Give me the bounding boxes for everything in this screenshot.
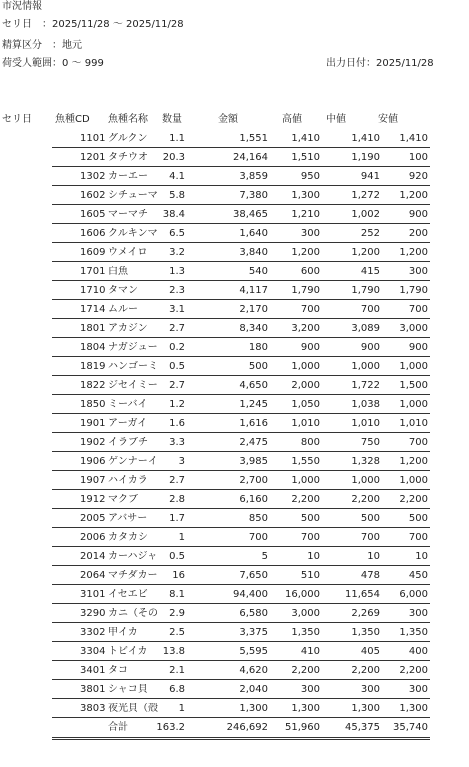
- cell-name: カーハジャ: [108, 551, 158, 562]
- cell-qty: 2.5: [169, 627, 185, 638]
- table-row: [52, 471, 430, 490]
- cell-amount: 1,640: [239, 228, 268, 239]
- cell-qty: 2.8: [169, 494, 185, 505]
- cell-amount: 700: [248, 532, 268, 543]
- cell-code: 2005: [80, 513, 106, 524]
- table-row: [52, 319, 430, 338]
- cell-code: 1710: [80, 285, 106, 296]
- cell-name: マチダカー: [108, 570, 158, 581]
- table-row: [52, 186, 430, 205]
- cell-code: 3101: [80, 589, 106, 600]
- cell-name: マクブ: [108, 494, 138, 505]
- cell-mid: 1,038: [351, 399, 380, 410]
- cell-low: 1,200: [399, 247, 428, 258]
- table-row: [52, 699, 430, 718]
- cell-amount: 3,859: [239, 171, 268, 182]
- cell-mid: 1,410: [351, 133, 380, 144]
- cell-high: 950: [300, 171, 320, 182]
- cell-name: カタカシ: [108, 532, 148, 543]
- cell-low: 1,300: [399, 703, 428, 714]
- cell-high: 1,000: [291, 475, 320, 486]
- cell-name: アバサー: [108, 513, 148, 524]
- col-mid: 中値: [326, 114, 346, 125]
- table-row: [52, 414, 430, 433]
- cell-amount: 2,170: [239, 304, 268, 315]
- cell-high: 1,410: [291, 133, 320, 144]
- report-title: 市況情報: [2, 1, 42, 12]
- cell-amount: 540: [248, 266, 268, 277]
- cell-code: 1302: [80, 171, 106, 182]
- cell-low: 900: [408, 209, 428, 220]
- cell-high: 510: [300, 570, 320, 581]
- cell-code: 1822: [80, 380, 106, 391]
- table-row: [52, 300, 430, 319]
- cell-name: ゲンナーイ: [108, 456, 158, 467]
- col-code: 魚種CD: [55, 114, 90, 125]
- cell-amount: 1,245: [239, 399, 268, 410]
- cell-name: イラブチ: [108, 437, 148, 448]
- table-row: [52, 623, 430, 642]
- cell-name: クルキンマ: [108, 228, 158, 239]
- cell-high: 300: [300, 684, 320, 695]
- cell-code: 3304: [80, 646, 106, 657]
- cell-low: 1,000: [399, 399, 428, 410]
- cell-mid: 2,269: [351, 608, 380, 619]
- cell-low: 700: [408, 437, 428, 448]
- cell-high: 300: [300, 228, 320, 239]
- cell-qty: 3.3: [169, 437, 185, 448]
- cell-amount: 2,475: [239, 437, 268, 448]
- cell-name: アーガイ: [108, 418, 148, 429]
- table-row: [52, 224, 430, 243]
- cell-amount: 6,160: [239, 494, 268, 505]
- cell-name: アカジン: [108, 323, 148, 334]
- cell-name: ムルー: [108, 304, 138, 315]
- cell-name: ハンゴーミ: [108, 361, 158, 372]
- cell-mid: 1,300: [351, 703, 380, 714]
- total-qty: 163.2: [156, 722, 185, 733]
- cell-low: 1,000: [399, 361, 428, 372]
- cell-code: 2006: [80, 532, 106, 543]
- cell-code: 1714: [80, 304, 106, 315]
- cell-qty: 3.1: [169, 304, 185, 315]
- cell-qty: 6.8: [169, 684, 185, 695]
- cell-name: イセエビ: [108, 589, 148, 600]
- cell-high: 2,200: [291, 494, 320, 505]
- cell-amount: 2,700: [239, 475, 268, 486]
- total-row: [52, 718, 430, 740]
- cell-high: 2,200: [291, 665, 320, 676]
- cell-qty: 20.3: [162, 152, 185, 163]
- cell-code: 1602: [80, 190, 106, 201]
- cell-code: 1902: [80, 437, 106, 448]
- cell-name: ハイカラ: [108, 475, 148, 486]
- cell-high: 1,550: [291, 456, 320, 467]
- table-row: [52, 243, 430, 262]
- cell-qty: 2.7: [169, 323, 185, 334]
- cell-qty: 1: [178, 532, 185, 543]
- cell-low: 700: [408, 532, 428, 543]
- cell-high: 700: [300, 532, 320, 543]
- cell-qty: 3.2: [169, 247, 185, 258]
- cell-high: 410: [300, 646, 320, 657]
- cell-high: 500: [300, 513, 320, 524]
- cell-mid: 1,272: [351, 190, 380, 201]
- cell-code: 1701: [80, 266, 106, 277]
- total-low: 35,740: [393, 722, 428, 733]
- cell-mid: 1,000: [351, 361, 380, 372]
- cell-amount: 3,985: [239, 456, 268, 467]
- cell-code: 1906: [80, 456, 106, 467]
- cell-name: ミーバイ: [108, 399, 148, 410]
- cell-qty: 0.5: [169, 361, 185, 372]
- table-row: [52, 433, 430, 452]
- cell-mid: 500: [360, 513, 380, 524]
- cell-name: ナガジュー: [108, 342, 158, 353]
- cell-mid: 2,200: [351, 494, 380, 505]
- cell-mid: 10: [367, 551, 380, 562]
- table-row: [52, 129, 430, 148]
- cell-code: 3290: [80, 608, 106, 619]
- cell-code: 1605: [80, 209, 106, 220]
- cell-code: 1850: [80, 399, 106, 410]
- total-mid: 45,375: [345, 722, 380, 733]
- cell-mid: 3,089: [351, 323, 380, 334]
- cell-low: 6,000: [399, 589, 428, 600]
- cell-low: 1,350: [399, 627, 428, 638]
- table-row: [52, 148, 430, 167]
- cell-low: 1,790: [399, 285, 428, 296]
- cell-code: 2064: [80, 570, 106, 581]
- cell-name: シャコ貝: [108, 684, 148, 695]
- col-amount: 金額: [218, 114, 238, 125]
- cell-low: 920: [408, 171, 428, 182]
- cell-mid: 1,010: [351, 418, 380, 429]
- cell-qty: 3: [178, 456, 185, 467]
- cell-high: 1,000: [291, 361, 320, 372]
- cell-name: 夜光貝（殻: [108, 703, 158, 714]
- cell-low: 1,200: [399, 456, 428, 467]
- cell-mid: 405: [360, 646, 380, 657]
- table-row: [52, 262, 430, 281]
- cell-qty: 2.9: [169, 608, 185, 619]
- cell-qty: 5.8: [169, 190, 185, 201]
- cell-code: 2014: [80, 551, 106, 562]
- cell-amount: 1,300: [239, 703, 268, 714]
- cell-high: 1,210: [291, 209, 320, 220]
- cell-qty: 2.7: [169, 380, 185, 391]
- cell-code: 1901: [80, 418, 106, 429]
- cell-high: 1,350: [291, 627, 320, 638]
- cell-mid: 300: [360, 684, 380, 695]
- cell-high: 1,200: [291, 247, 320, 258]
- cell-amount: 850: [248, 513, 268, 524]
- cell-qty: 2.1: [169, 665, 185, 676]
- table-row: [52, 376, 430, 395]
- cell-low: 1,200: [399, 190, 428, 201]
- cell-amount: 38,465: [233, 209, 268, 220]
- cell-mid: 478: [360, 570, 380, 581]
- table-row: [52, 452, 430, 471]
- cell-mid: 1,722: [351, 380, 380, 391]
- cell-mid: 1,002: [351, 209, 380, 220]
- cell-qty: 1: [178, 703, 185, 714]
- cell-high: 1,050: [291, 399, 320, 410]
- cell-code: 3401: [80, 665, 106, 676]
- table-row: [52, 566, 430, 585]
- table-row: [52, 395, 430, 414]
- cell-mid: 11,654: [345, 589, 380, 600]
- cell-qty: 6.5: [169, 228, 185, 239]
- cell-mid: 1,350: [351, 627, 380, 638]
- cell-high: 700: [300, 304, 320, 315]
- table-row: [52, 357, 430, 376]
- cell-amount: 180: [248, 342, 268, 353]
- cell-qty: 0.5: [169, 551, 185, 562]
- cell-qty: 0.2: [169, 342, 185, 353]
- cell-amount: 500: [248, 361, 268, 372]
- cell-qty: 1.6: [169, 418, 185, 429]
- output-date: 出力日付：2025/11/28: [326, 58, 434, 69]
- cell-low: 10: [415, 551, 428, 562]
- cell-code: 3801: [80, 684, 106, 695]
- cell-mid: 2,200: [351, 665, 380, 676]
- cell-low: 300: [408, 684, 428, 695]
- cell-mid: 252: [360, 228, 380, 239]
- cell-amount: 7,650: [239, 570, 268, 581]
- cell-amount: 5,595: [239, 646, 268, 657]
- cell-high: 600: [300, 266, 320, 277]
- cell-code: 1201: [80, 152, 106, 163]
- cell-high: 3,200: [291, 323, 320, 334]
- cell-low: 100: [408, 152, 428, 163]
- seri-date-range: セリ日 ：2025/11/28 ～ 2025/11/28: [2, 19, 184, 30]
- cell-qty: 2.3: [169, 285, 185, 296]
- cell-code: 1912: [80, 494, 106, 505]
- cell-name: グルクン: [108, 133, 148, 144]
- cell-code: 1907: [80, 475, 106, 486]
- table-row: [52, 661, 430, 680]
- cell-low: 500: [408, 513, 428, 524]
- cell-name: タマン: [108, 285, 138, 296]
- col-seri-date: セリ日: [2, 114, 32, 125]
- cell-low: 300: [408, 266, 428, 277]
- cell-low: 1,410: [399, 133, 428, 144]
- cell-mid: 1,200: [351, 247, 380, 258]
- cell-low: 2,200: [399, 665, 428, 676]
- cell-qty: 8.1: [169, 589, 185, 600]
- cell-low: 400: [408, 646, 428, 657]
- table-row: [52, 281, 430, 300]
- cell-name: タコ: [108, 665, 128, 676]
- cell-mid: 700: [360, 304, 380, 315]
- table-row: [52, 205, 430, 224]
- cell-code: 3302: [80, 627, 106, 638]
- table-row: [52, 338, 430, 357]
- cell-low: 1,500: [399, 380, 428, 391]
- cell-high: 2,000: [291, 380, 320, 391]
- cell-low: 2,200: [399, 494, 428, 505]
- cell-low: 700: [408, 304, 428, 315]
- cell-amount: 4,117: [239, 285, 268, 296]
- cell-amount: 1,551: [239, 133, 268, 144]
- cell-low: 1,000: [399, 475, 428, 486]
- cell-mid: 1,328: [351, 456, 380, 467]
- cell-amount: 7,380: [239, 190, 268, 201]
- cell-high: 3,000: [291, 608, 320, 619]
- cell-high: 1,790: [291, 285, 320, 296]
- cell-name: 白魚: [108, 266, 128, 277]
- cell-qty: 16: [172, 570, 185, 581]
- cell-low: 300: [408, 608, 428, 619]
- total-amount: 246,692: [226, 722, 268, 733]
- cell-amount: 4,620: [239, 665, 268, 676]
- cell-amount: 4,650: [239, 380, 268, 391]
- cell-low: 450: [408, 570, 428, 581]
- col-name: 魚種名称: [108, 114, 148, 125]
- cell-name: カニ（その: [108, 608, 158, 619]
- cell-low: 3,000: [399, 323, 428, 334]
- cell-high: 16,000: [285, 589, 320, 600]
- table-row: [52, 680, 430, 699]
- cell-amount: 94,400: [233, 589, 268, 600]
- cell-qty: 1.7: [169, 513, 185, 524]
- cell-mid: 941: [360, 171, 380, 182]
- cell-high: 1,300: [291, 703, 320, 714]
- cell-amount: 24,164: [233, 152, 268, 163]
- cell-name: マーマチ: [108, 209, 148, 220]
- table-row: [52, 490, 430, 509]
- cell-high: 900: [300, 342, 320, 353]
- cell-high: 10: [307, 551, 320, 562]
- cell-amount: 5: [261, 551, 268, 562]
- settlement-type: 精算区分 ：地元: [2, 40, 82, 51]
- cell-high: 800: [300, 437, 320, 448]
- table-row: [52, 642, 430, 661]
- cell-name: トビイカ: [108, 646, 148, 657]
- cell-code: 1609: [80, 247, 106, 258]
- cell-high: 1,300: [291, 190, 320, 201]
- cell-qty: 2.7: [169, 475, 185, 486]
- consignee-range: 荷受人範囲：0 ～ 999: [2, 58, 104, 69]
- cell-mid: 415: [360, 266, 380, 277]
- cell-high: 1,510: [291, 152, 320, 163]
- cell-code: 1606: [80, 228, 106, 239]
- cell-qty: 13.8: [162, 646, 185, 657]
- cell-qty: 1.1: [169, 133, 185, 144]
- cell-code: 1801: [80, 323, 106, 334]
- cell-qty: 38.4: [162, 209, 185, 220]
- cell-name: シチューマ: [108, 190, 158, 201]
- cell-name: 甲イカ: [108, 627, 138, 638]
- cell-mid: 1,190: [351, 152, 380, 163]
- cell-qty: 1.3: [169, 266, 185, 277]
- cell-name: ジセイミー: [108, 380, 158, 391]
- cell-amount: 3,840: [239, 247, 268, 258]
- cell-mid: 700: [360, 532, 380, 543]
- cell-mid: 1,790: [351, 285, 380, 296]
- table-row: [52, 167, 430, 186]
- cell-low: 1,010: [399, 418, 428, 429]
- table-row: [52, 604, 430, 623]
- total-high: 51,960: [285, 722, 320, 733]
- cell-mid: 1,000: [351, 475, 380, 486]
- total-label: 合計: [108, 722, 128, 733]
- col-low: 安値: [378, 114, 398, 125]
- cell-qty: 1.2: [169, 399, 185, 410]
- cell-name: ウメイロ: [108, 247, 148, 258]
- cell-qty: 4.1: [169, 171, 185, 182]
- table-row: [52, 585, 430, 604]
- col-qty: 数量: [162, 114, 182, 125]
- cell-low: 200: [408, 228, 428, 239]
- table-row: [52, 509, 430, 528]
- cell-amount: 6,580: [239, 608, 268, 619]
- cell-name: タチウオ: [108, 152, 148, 163]
- cell-code: 1819: [80, 361, 106, 372]
- cell-amount: 2,040: [239, 684, 268, 695]
- table-row: [52, 547, 430, 566]
- cell-mid: 750: [360, 437, 380, 448]
- cell-low: 900: [408, 342, 428, 353]
- cell-amount: 1,616: [239, 418, 268, 429]
- cell-code: 1804: [80, 342, 106, 353]
- cell-amount: 8,340: [239, 323, 268, 334]
- cell-name: カーエー: [108, 171, 148, 182]
- cell-mid: 900: [360, 342, 380, 353]
- cell-code: 3803: [80, 703, 106, 714]
- cell-amount: 3,375: [239, 627, 268, 638]
- cell-code: 1101: [80, 133, 106, 144]
- table-row: [52, 528, 430, 547]
- col-high: 高値: [282, 114, 302, 125]
- cell-high: 1,010: [291, 418, 320, 429]
